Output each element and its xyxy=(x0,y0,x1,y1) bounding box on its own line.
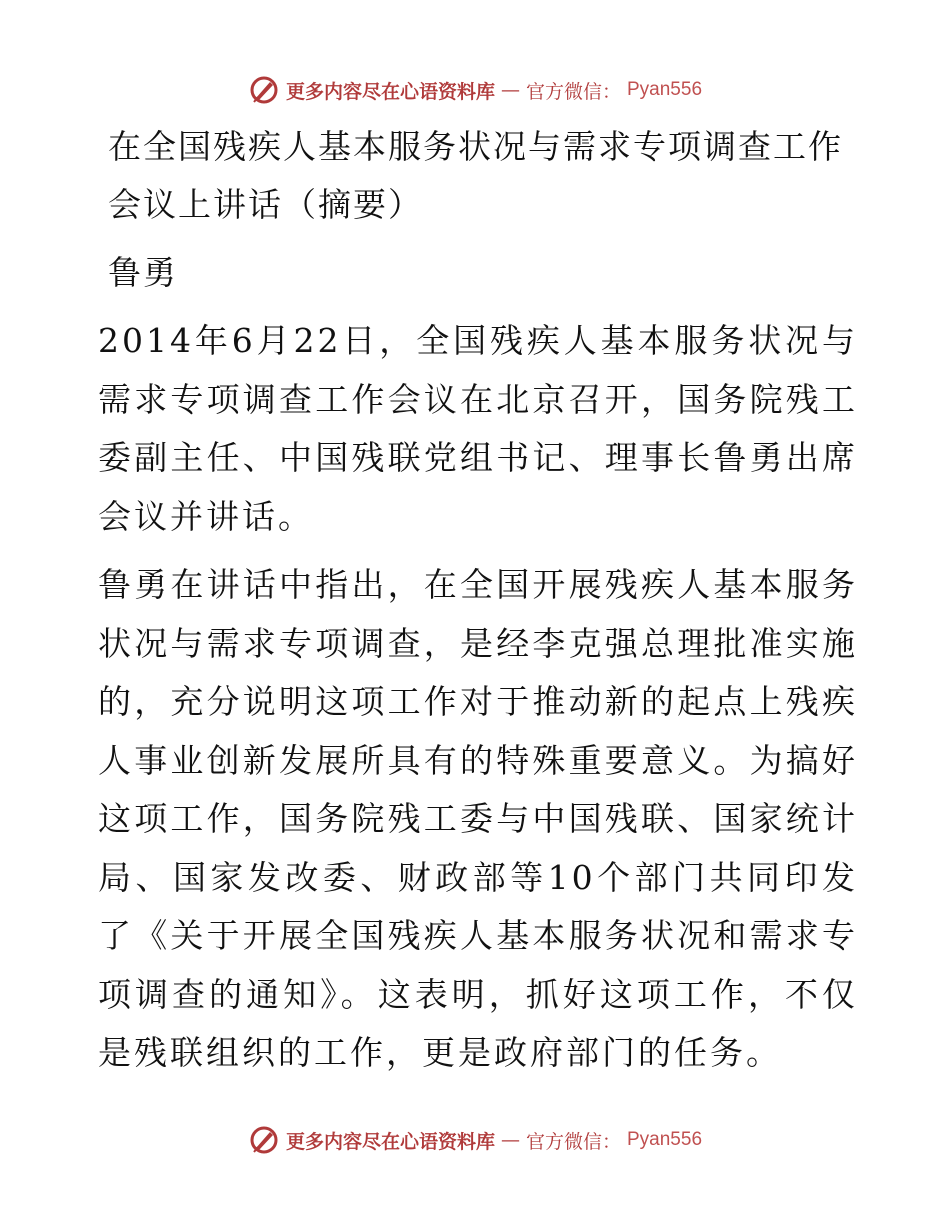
document-title: 在全国残疾人基本服务状况与需求专项调查工作会议上讲话（摘要） xyxy=(108,127,843,224)
quill-logo-icon xyxy=(248,74,280,106)
watermark-wechat-id: Pyan556 xyxy=(627,1129,703,1150)
watermark-site-text: 更多内容尽在心语资料库 xyxy=(285,80,495,103)
watermark-wechat-label: 官方微信： xyxy=(525,1130,621,1153)
document-body xyxy=(98,118,858,1093)
watermark-wechat-label: 官方微信： xyxy=(525,80,621,103)
paragraph-2: 鲁勇在讲话中指出，在全国开展残疾人基本服务状况与需求专项调查，是经李克强总理批准实施的，充分说明这项工作对于推动新的起点上残疾人事业创新发展所具有的特殊重要意义。为搞好这项工作，国务院残工委与中国残联、国家统计局、国家发改委、财政部等10个部门共同印发了《关于开展全国残疾人基本服务状况和需求专项调查的通知》。这表明，抓好这项工作，不仅是残联组织的工作，更是政府部门的任务。 xyxy=(98,565,858,1072)
watermark-banner-inner xyxy=(248,1124,702,1156)
watermark-dash: — xyxy=(500,79,520,101)
watermark-wechat-id: Pyan556 xyxy=(627,79,703,100)
watermark-dash: — xyxy=(500,1129,520,1151)
paragraph-1: 2014年6月22日，全国残疾人基本服务状况与需求专项调查工作会议在北京召开，国务院残工委副主任、中国残联党组书记、理事长鲁勇出席会议并讲话。 xyxy=(98,321,858,536)
watermark-banner-bottom xyxy=(0,1120,950,1160)
watermark-banner-top xyxy=(0,70,950,110)
watermark-banner-inner xyxy=(248,74,702,106)
quill-logo-icon xyxy=(248,1124,280,1156)
watermark-site-text: 更多内容尽在心语资料库 xyxy=(285,1130,495,1153)
document-author: 鲁勇 xyxy=(108,253,178,292)
